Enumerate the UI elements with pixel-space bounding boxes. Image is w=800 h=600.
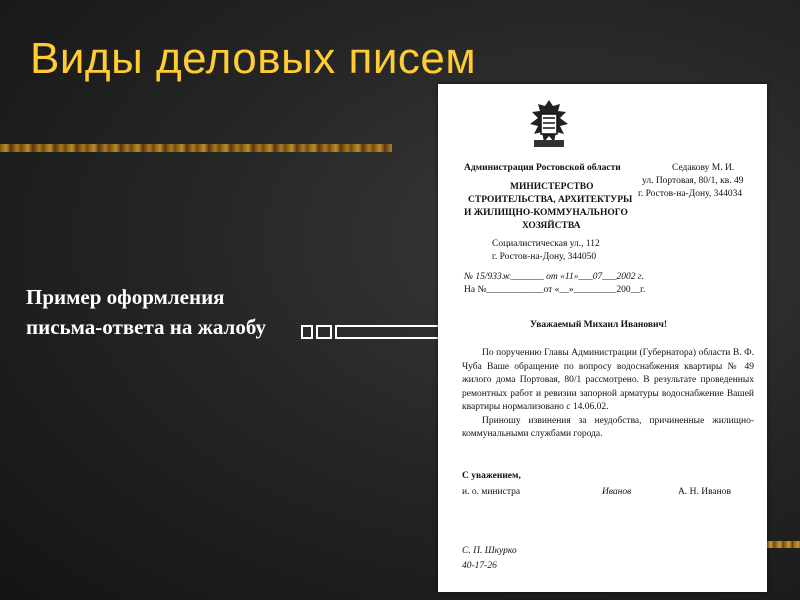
executor-phone: 40-17-26 — [462, 561, 497, 571]
signature: Иванов — [602, 487, 632, 497]
recipient-street: ул. Портовая, 80/1, кв. 49 — [642, 176, 744, 186]
sender-address-line-1: Социалистическая ул., 112 — [492, 239, 600, 249]
body-paragraph-1: По поручению Главы Администрации (Губернатора) области В. Ф. Чуба Ваше обращение по вопросу водоснабжения квартиры № 49 жилого дома Портовая, 80/1 рассмотрено. В результате проведенных ремонтных работ и ревизии запорной арматуры водоснабжение Вашей квартиры нормализовано с 14.06.02. — [462, 348, 754, 412]
recipient-city: г. Ростов-на-Дону, 344034 — [638, 189, 743, 199]
sender-address-line-2: г. Ростов-на-Дону, 344050 — [492, 252, 597, 262]
ministry-line-1: МИНИСТЕРСТВО — [510, 182, 594, 192]
slide-title: Виды деловых писем — [30, 34, 477, 83]
coat-of-arms-icon — [524, 98, 574, 150]
slide-caption: Пример оформления письма-ответа на жалобу — [26, 285, 267, 339]
letter-body — [462, 347, 754, 442]
reference-line: На №____________от «__»_________200__г. — [464, 285, 646, 295]
letter-document — [438, 84, 767, 592]
registration-line: № 15/933ж_______ от «11»___07___2002 г. — [464, 272, 644, 282]
ministry-line-2: СТРОИТЕЛЬСТВА, АРХИТЕКТУРЫ — [468, 195, 633, 205]
decorative-band — [0, 144, 392, 152]
body-paragraph-2: Приношу извинения за неудобства, причиненные жилищно-коммунальными службами города. — [462, 415, 754, 439]
executor-name: С. П. Шкурко — [462, 546, 517, 556]
recipient-name: Седакову М. И. — [672, 163, 735, 173]
signer-name: А. Н. Иванов — [678, 487, 731, 497]
sender-admin: Администрация Ростовской области — [464, 163, 621, 173]
signer-position: и. о. министра — [462, 487, 521, 497]
decorative-band-right — [766, 541, 800, 548]
salutation: Уважаемый Михаил Иванович! — [530, 320, 668, 330]
ministry-line-4: ХОЗЯЙСТВА — [522, 221, 581, 231]
ministry-line-3: И ЖИЛИЩНО-КОММУНАЛЬНОГО — [464, 208, 628, 218]
closing: С уважением, — [462, 471, 521, 481]
